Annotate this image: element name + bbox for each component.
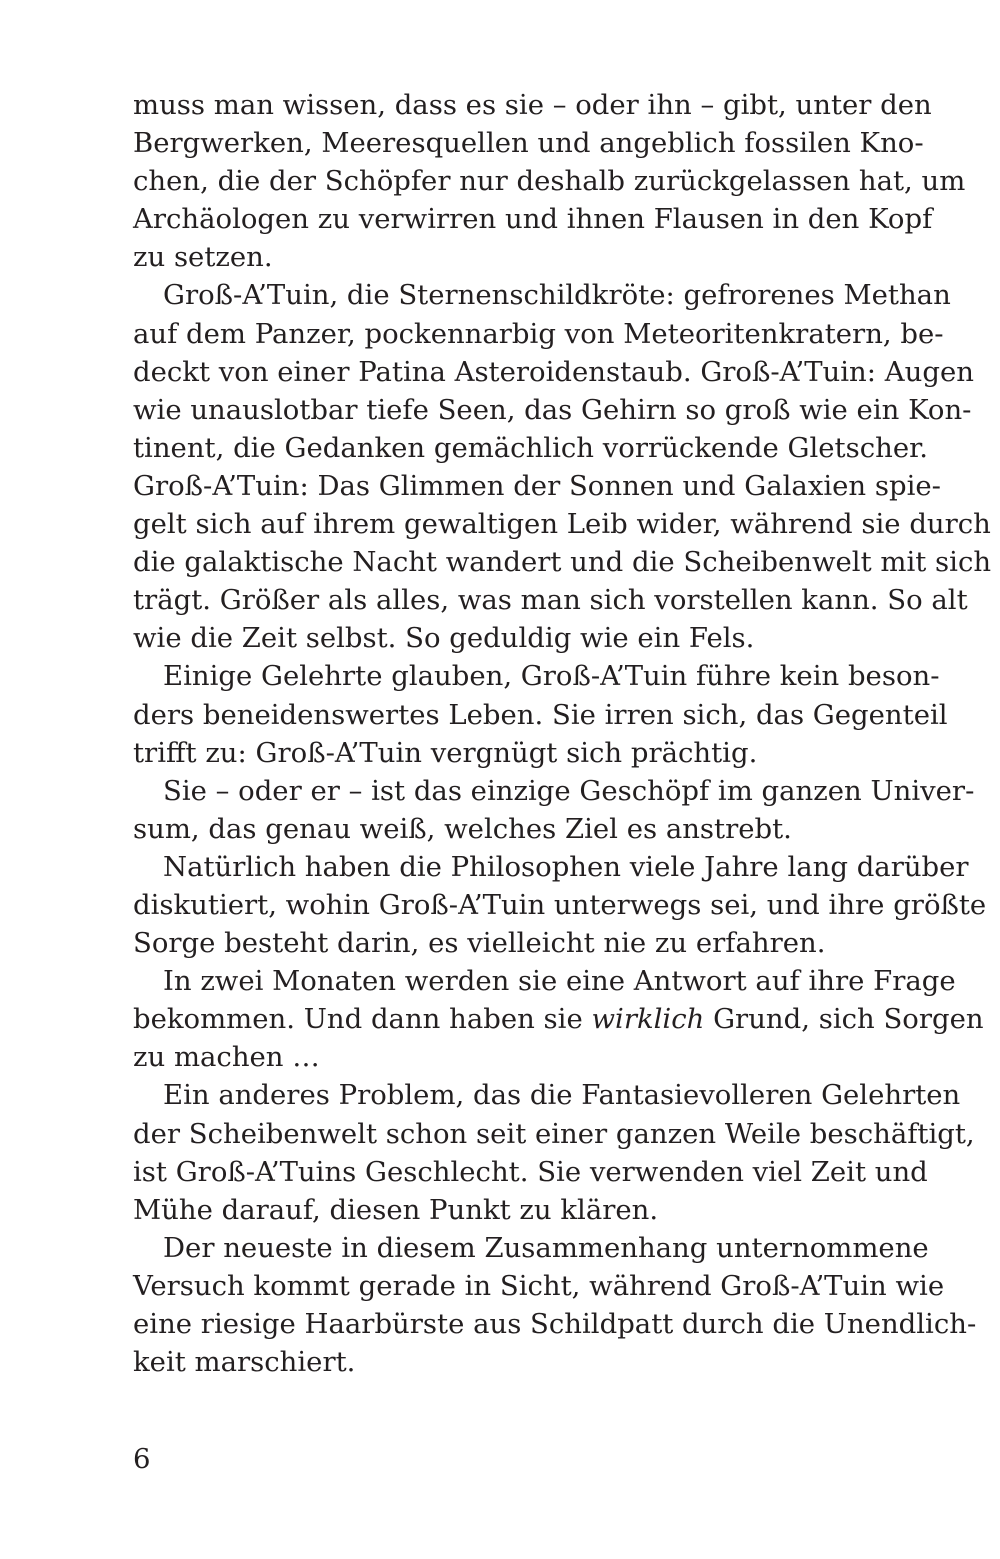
text-line: wie unauslotbar tiefe Seen, das Gehirn so groß wie ein Kon- — [133, 393, 972, 426]
text-line: trägt. Größer als alles, was man sich vorstellen kann. So alt — [133, 584, 968, 617]
text-line: ist Groß-A’Tuins Geschlecht. Sie verwenden viel Zeit und — [133, 1155, 928, 1188]
emphasis: wirklich — [591, 1003, 705, 1036]
text-line: gelt sich auf ihrem gewaltigen Leib wider, während sie durch — [133, 508, 991, 541]
text-line: Sie – oder er – ist das einzige Geschöpf im ganzen Univer- — [163, 774, 975, 807]
paragraph — [133, 962, 984, 1076]
text-line: Bergwerken, Meeresquellen und angeblich fossilen Kno- — [133, 127, 924, 160]
text-line: bekommen. Und dann haben sie wirklich Grund, sich Sorgen — [133, 1003, 984, 1036]
text-line: muss man wissen, dass es sie – oder ihn – gibt, unter den — [133, 89, 932, 121]
text-line: tinent, die Gedanken gemächlich vorrückende Gletscher. — [133, 431, 928, 464]
text-line: Groß-A’Tuin, die Sternenschildkröte: gefrorenes Methan — [163, 279, 951, 312]
text-line: wie die Zeit selbst. So geduldig wie ein Fels. — [133, 622, 755, 655]
paragraph — [133, 86, 966, 276]
text-line: Der neueste in diesem Zusammenhang unternommene — [163, 1231, 929, 1264]
text-line: Mühe darauf, diesen Punkt zu klären. — [133, 1193, 659, 1226]
body-text — [133, 86, 992, 1381]
paragraph — [133, 772, 975, 848]
text-line: Archäologen zu verwirren und ihnen Flausen in den Kopf — [133, 203, 933, 236]
text-line: Natürlich haben die Philosophen viele Jahre lang darüber — [163, 850, 969, 883]
text-line: sum, das genau weiß, welches Ziel es anstrebt. — [133, 812, 792, 845]
text-line: auf dem Panzer, pockennarbig von Meteoritenkratern, be- — [133, 317, 944, 350]
text-line: chen, die der Schöpfer nur deshalb zurückgelassen hat, um — [133, 165, 966, 198]
text-line: keit marschiert. — [133, 1346, 356, 1379]
text-line: eine riesige Haarbürste aus Schildpatt durch die Unendlich- — [133, 1308, 977, 1340]
paragraph — [133, 1076, 975, 1228]
paragraph — [133, 657, 948, 771]
paragraph — [133, 848, 987, 962]
page-number: 6 — [133, 1443, 151, 1475]
text-line: zu machen … — [133, 1041, 320, 1074]
paragraph — [133, 1229, 977, 1381]
paragraph — [133, 276, 992, 657]
text-line: Sorge besteht darin, es vielleicht nie zu erfahren. — [133, 927, 826, 960]
text-line: Einige Gelehrte glauben, Groß-A’Tuin führe kein beson- — [163, 660, 940, 693]
text-line: In zwei Monaten werden sie eine Antwort auf ihre Frage — [163, 965, 956, 998]
text-line: der Scheibenwelt schon seit einer ganzen Weile beschäftigt, — [133, 1117, 975, 1150]
text-line: zu setzen. — [133, 241, 273, 274]
text-line: Groß-A’Tuin: Das Glimmen der Sonnen und Galaxien spie- — [133, 469, 941, 502]
text-line: Versuch kommt gerade in Sicht, während Groß-A’Tuin wie — [133, 1269, 945, 1302]
text-line: ders beneidenswertes Leben. Sie irren sich, das Gegenteil — [133, 698, 948, 731]
text-line: deckt von einer Patina Asteroidenstaub. Groß-A’Tuin: Augen — [133, 355, 974, 388]
text-line: Ein anderes Problem, das die Fantasievolleren Gelehrten — [163, 1079, 961, 1112]
text-line: diskutiert, wohin Groß-A’Tuin unterwegs sei, und ihre größte — [133, 888, 987, 921]
text-line: trifft zu: Groß-A’Tuin vergnügt sich prächtig. — [133, 736, 758, 769]
text-line: die galaktische Nacht wandert und die Scheibenwelt mit sich — [133, 546, 992, 579]
